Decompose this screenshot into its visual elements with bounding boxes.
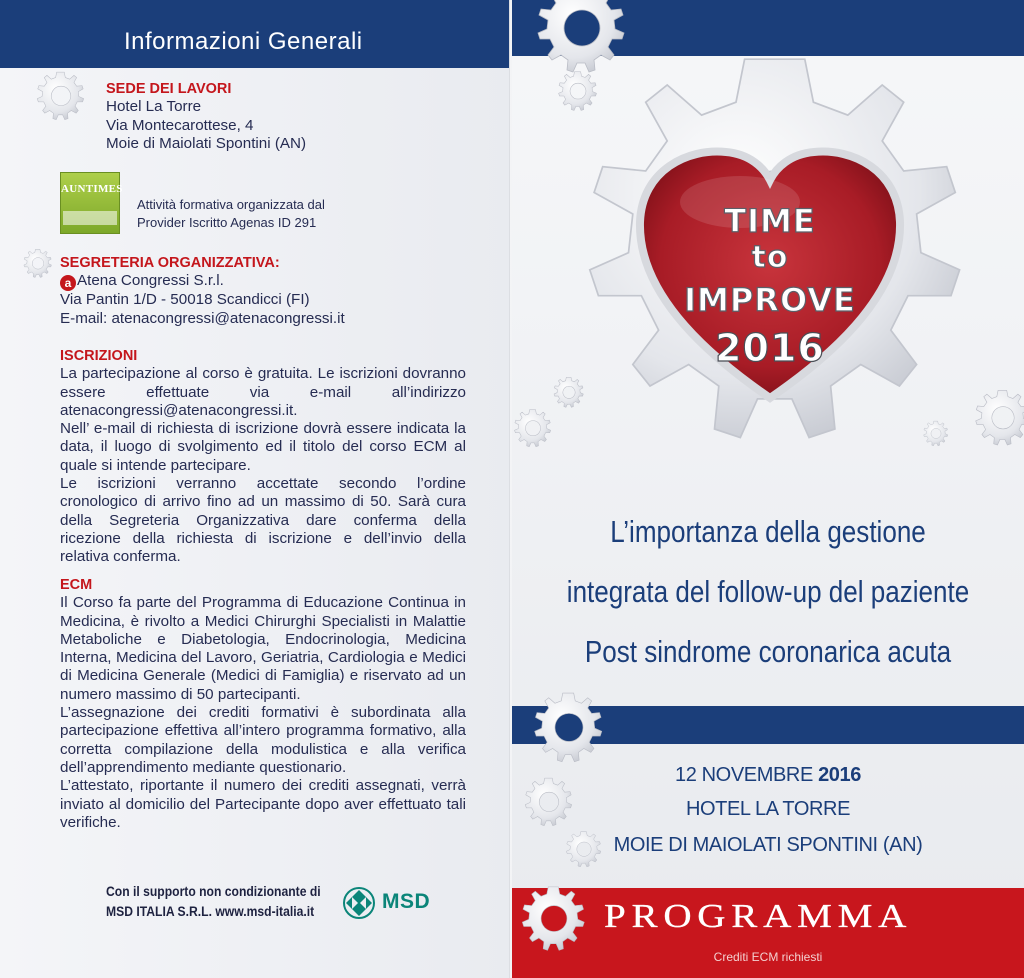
iscrizioni-title: ISCRIZIONI bbox=[60, 348, 138, 364]
iscrizioni-paragraph: La partecipazione al corso è gratuita. Le iscrizioni dovranno essere effettuate via e-mail all’indirizzo atenacongressi@atenacongressi.it. bbox=[60, 365, 466, 419]
sede-line: Hotel La Torre bbox=[106, 98, 202, 116]
event-date-prefix: 12 NOVEMBRE bbox=[675, 764, 819, 786]
iscrizioni-paragraph: Le iscrizioni verranno accettate secondo l’ordine cronologico di arrivo fino ad un massimo di 50. Sarà cura della Segreteria Organizzativa dare conferma della ricezione della richiesta di iscrizione e dell’invio della relativa conferma. bbox=[60, 475, 466, 566]
iscrizioni-paragraph: Nell’ e-mail di richiesta di iscrizione dovrà essere indicata la data, il luogo di svolgimento ed il titolo del corso ECM al quale si intende partecipare. bbox=[60, 420, 466, 474]
gear-icon bbox=[512, 408, 554, 450]
support-text bbox=[106, 882, 322, 922]
atena-logo-icon: a bbox=[60, 275, 76, 291]
event-place: MOIE DI MAIOLATI SPONTINI (AN) bbox=[613, 834, 923, 856]
sede-line: Via Montecarottese, 4 bbox=[106, 116, 254, 134]
section-title: Informazioni Generali bbox=[124, 28, 363, 55]
segreteria-title: SEGRETERIA ORGANIZZATIVA: bbox=[60, 255, 280, 271]
logo-year: 2016 bbox=[715, 326, 825, 370]
support-line: Con il supporto non condizionante di bbox=[106, 884, 321, 899]
sede-block bbox=[106, 80, 406, 153]
provider-logo-text: AUNTIMES bbox=[61, 183, 123, 195]
logo-line: to bbox=[751, 240, 789, 275]
segreteria-email[interactable]: E-mail: atenacongressi@atenacongressi.it bbox=[60, 309, 345, 327]
segreteria-line: Via Pantin 1/D - 50018 Scandicci (FI) bbox=[60, 291, 310, 309]
msd-brand: MSD bbox=[382, 890, 431, 913]
event-date-year: 2016 bbox=[818, 764, 861, 786]
event-title-line: L’importanza della gestione bbox=[610, 514, 926, 549]
gear-icon bbox=[972, 388, 1024, 450]
segreteria-block bbox=[60, 254, 480, 328]
ecm-paragraph: L’assegnazione dei crediti formativi è subordinata alla partecipazione effettiva all’intero programma formativo, alla corretta compilazione della modulistica e alla verifica dell’apprendimento mediante questionario. bbox=[60, 704, 466, 776]
event-title-line: integrata del follow-up del paziente bbox=[566, 574, 970, 609]
right-panel bbox=[512, 0, 1024, 978]
ecm-title: ECM bbox=[60, 577, 93, 593]
provider-logo bbox=[60, 172, 123, 234]
provider-line: Attività formativa organizzata dal bbox=[137, 197, 325, 212]
gear-icon bbox=[34, 70, 88, 124]
gear-icon bbox=[22, 248, 54, 280]
event-title-line: Post sindrome coronarica acuta bbox=[584, 634, 952, 669]
msd-logo-icon bbox=[337, 885, 381, 921]
sede-title: SEDE DEI LAVORI bbox=[106, 81, 232, 97]
provider-text bbox=[137, 196, 437, 232]
gear-icon bbox=[530, 690, 608, 768]
provider-logo-band bbox=[63, 211, 117, 225]
segreteria-line bbox=[60, 272, 480, 291]
gear-icon bbox=[922, 420, 950, 448]
segreteria-company: Atena Congressi S.r.l. bbox=[77, 272, 224, 290]
ecm-block bbox=[60, 576, 466, 832]
provider-line: Provider Iscritto Agenas ID 291 bbox=[137, 215, 317, 230]
event-venue: HOTEL LA TORRE bbox=[685, 798, 851, 820]
ecm-paragraph: L’attestato, riportante il numero dei crediti assegnati, verrà inviato al domicilio del Partecipante dopo aver effettuato tali verifiche. bbox=[60, 777, 466, 831]
left-panel bbox=[0, 0, 510, 978]
iscrizioni-block bbox=[60, 347, 466, 567]
programma-heading: PROGRAMMA bbox=[604, 898, 913, 935]
event-date bbox=[512, 764, 1024, 787]
sede-line: Moie di Maiolati Spontini (AN) bbox=[106, 134, 307, 152]
logo-line: IMPROVE bbox=[684, 281, 856, 319]
gear-icon bbox=[552, 376, 586, 410]
gear-icon bbox=[518, 884, 590, 956]
support-line[interactable]: MSD ITALIA S.R.L. www.msd-italia.it bbox=[106, 904, 315, 919]
left-header bbox=[0, 0, 510, 68]
logo-line: TIME bbox=[724, 202, 816, 240]
crediti-note: Crediti ECM richiesti bbox=[713, 950, 823, 964]
ecm-paragraph: Il Corso fa parte del Programma di Educazione Continua in Medicina, è rivolto a Medici Chirurghi Specialisti in Malattie Metaboliche e Diabetologia, Endocrinologia, Medicina Interna, Medicina del Lavoro, Geriatria, Cardiologia e Medici di Medicina Generale (Medici di Famiglia) e riservato ad un numero massimo di 50 partecipanti. bbox=[60, 594, 466, 703]
